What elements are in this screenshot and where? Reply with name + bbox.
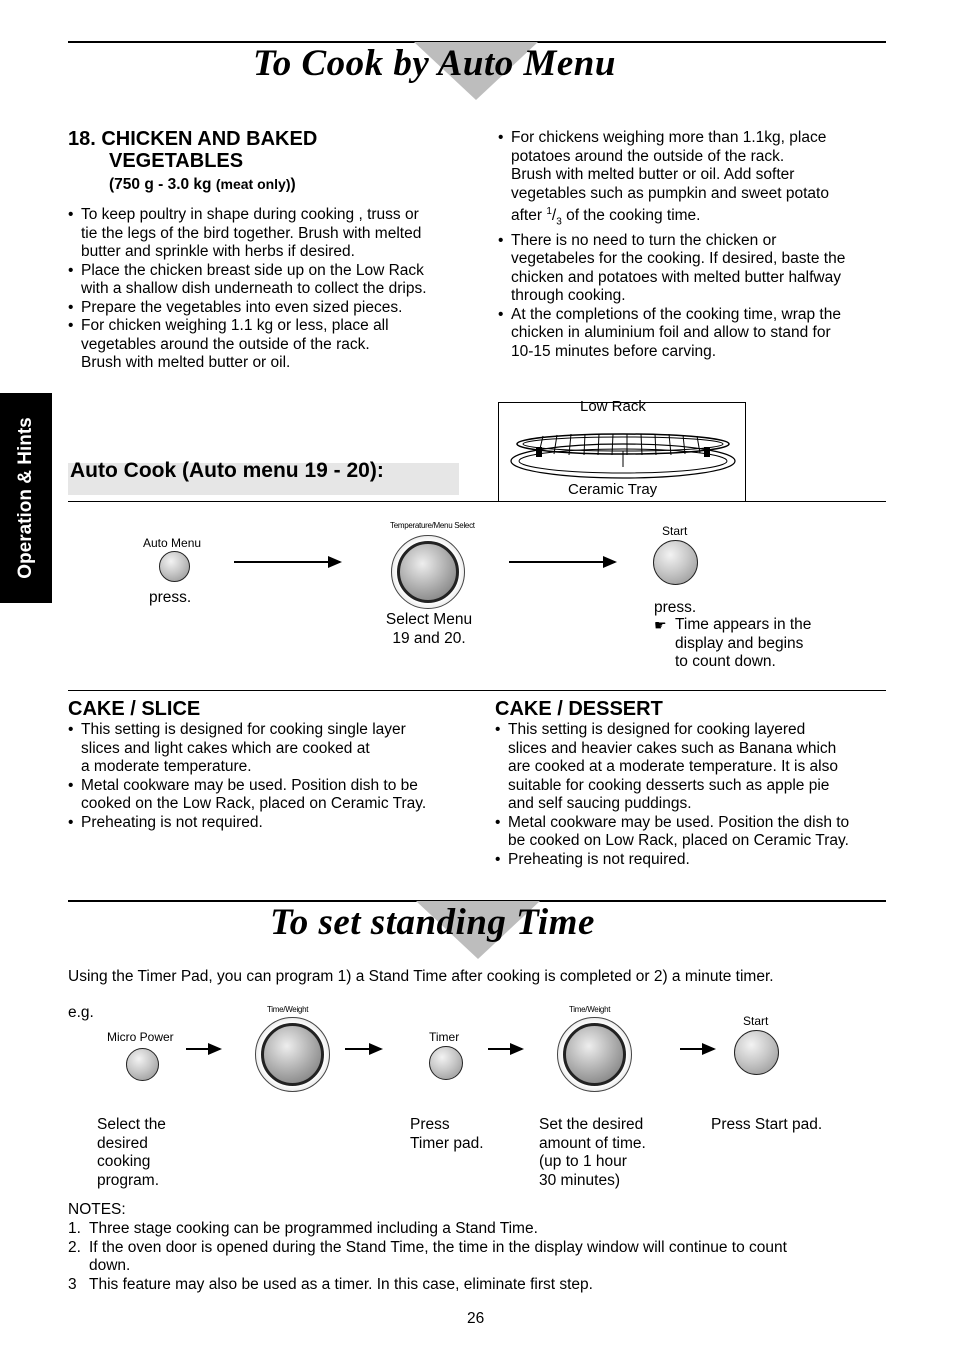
step-line: Set the desired — [539, 1116, 644, 1133]
auto-cook-title: Auto Cook (Auto menu 19 - 20): — [70, 459, 384, 482]
bullet-line: • For chicken weighing 1.1 kg or less, place all — [81, 317, 389, 334]
bullet-line: slices and light cakes which are cooked at — [81, 739, 370, 757]
note-number: 3 — [68, 1275, 77, 1293]
note-line: If the oven door is opened during the Stand Time, the time in the display window will continue to count — [89, 1238, 787, 1256]
bullet-line: Brush with melted butter or oil. Add softer — [511, 166, 795, 183]
chicken-heading-line1: 18. CHICKEN AND BAKED — [68, 128, 318, 150]
step-line: 30 minutes) — [539, 1171, 620, 1189]
step1-text — [97, 1116, 166, 1190]
bullet-line: with a shallow dish underneath to collect the drips. — [81, 280, 427, 297]
chicken-left-bullet — [68, 262, 468, 299]
chicken-left-bullet — [68, 206, 468, 262]
bullet-line: • This setting is designed for cooking layered — [508, 721, 806, 738]
ceramic-tray-label: Ceramic Tray — [568, 481, 658, 498]
eg-label: e.g. — [68, 1004, 94, 1021]
hand-pointer-icon: ☛ — [654, 617, 667, 633]
rack-diagram — [498, 398, 746, 502]
note-number: 1. — [68, 1220, 81, 1237]
step-line: Select the — [97, 1116, 166, 1133]
timer-label: Timer — [429, 1030, 460, 1044]
step-line: desired — [97, 1134, 148, 1152]
right-b1-fraction-line: after $^1/_3$ of the cooking time. — [511, 206, 701, 228]
chicken-left-bullet — [68, 317, 468, 373]
start-button-2[interactable] — [734, 1030, 779, 1075]
standing-title: To set standing Time — [270, 902, 595, 943]
press-text-2: press. — [654, 599, 697, 616]
dial-label: Temperature/Menu Select — [390, 521, 475, 530]
arrow-2 — [509, 561, 615, 563]
step3-text — [539, 1116, 646, 1190]
cake-slice-heading: CAKE / SLICE — [68, 698, 201, 720]
cake-dessert-list — [495, 721, 890, 869]
bullet-line: • Preheating is not required. — [81, 813, 263, 831]
bullet-line: • For chickens weighing more than 1.1kg, place — [511, 129, 827, 146]
bullet-line: and self saucing puddings. — [508, 795, 692, 812]
chicken-right-list — [498, 129, 888, 361]
bullet-line: be cooked on Low Rack, placed on Ceramic Tray. — [508, 832, 849, 849]
page-number: 26 — [467, 1310, 485, 1327]
chicken-left-list — [68, 206, 468, 373]
bullet-line: • At the completions of the cooking time, wrap the — [511, 305, 841, 323]
bullet-line: chicken and potatoes with melted butter halfway — [511, 268, 841, 286]
time-note-line: to count down. — [675, 653, 776, 670]
bullet-line: • Preheating is not required. — [508, 850, 690, 868]
note-number: 2. — [68, 1238, 81, 1256]
cake-dessert-heading: CAKE / DESSERT — [495, 698, 663, 720]
select-menu-text: Select Menu 19 and 20. — [385, 611, 473, 647]
start-label-2: Start — [743, 1014, 769, 1028]
bullet-line: through cooking. — [511, 287, 626, 305]
step-line: Press Start pad. — [711, 1116, 823, 1133]
cake-dessert-bullet — [495, 814, 890, 851]
time-weight-dial-1[interactable] — [255, 1017, 330, 1092]
cake-dessert-bullet — [495, 851, 890, 870]
step-line: program. — [97, 1171, 160, 1189]
bullet-line: • There is no need to turn the chicken or — [511, 231, 777, 249]
dial-knob[interactable] — [563, 1023, 626, 1086]
bullet-line: vegetabeles for the cooking. If desired, baste the — [511, 250, 846, 268]
weight-small: (meat only) — [215, 176, 291, 192]
notes-heading: NOTES: — [68, 1201, 126, 1218]
weight-main: (750 g - 3.0 kg — [109, 176, 216, 193]
bullet-line: Brush with melted butter or oil. — [81, 354, 291, 371]
chicken-right-bullet — [498, 306, 888, 362]
time-weight-label-2: Time/Weight — [569, 1005, 611, 1014]
bullet-line: a moderate temperature. — [81, 758, 252, 775]
step-line: Press — [410, 1116, 450, 1133]
chicken-weight — [109, 176, 296, 194]
step-line: (up to 1 hour — [539, 1153, 627, 1170]
bullet-line: suitable for cooking desserts such as apple pie — [508, 776, 830, 794]
arrow-4 — [345, 1048, 381, 1050]
side-tab — [0, 393, 52, 603]
time-appears-note — [654, 616, 854, 672]
bullet-line: butter and sprinkle with herbs if desired. — [81, 243, 355, 260]
start-button-1[interactable] — [653, 540, 698, 585]
timer-button[interactable] — [429, 1046, 463, 1080]
time-weight-dial-2[interactable] — [557, 1017, 632, 1092]
cake-slice-bullet — [68, 777, 478, 814]
bullet-line: chicken in aluminium foil and allow to stand for — [511, 324, 831, 342]
cake-rule — [68, 690, 886, 691]
cake-slice-bullet — [68, 814, 478, 833]
fraction-denominator: 3 — [556, 216, 562, 228]
micro-power-button[interactable] — [126, 1048, 159, 1081]
time-weight-label-1: Time/Weight — [267, 1005, 309, 1014]
start-label-1: Start — [662, 524, 688, 538]
bullet-line: • To keep poultry in shape during cooking , truss or — [81, 206, 419, 223]
note-item — [68, 1239, 868, 1276]
bullet-line: cooked on the Low Rack, placed on Ceramic Tray. — [81, 795, 427, 812]
bullet-line: • Prepare the vegetables into even sized pieces. — [81, 298, 403, 316]
chicken-right-bullet — [498, 129, 888, 232]
step2-text — [410, 1116, 484, 1153]
cake-dessert-bullet — [495, 721, 890, 814]
bullet-line: • This setting is designed for cooking single layer — [81, 721, 406, 738]
side-tab-label: Operation & Hints — [15, 417, 36, 579]
low-rack-label: Low Rack — [580, 398, 646, 415]
bullet-line: • Metal cookware may be used. Position dish to be — [81, 776, 418, 794]
chicken-left-bullet — [68, 299, 468, 318]
step-line: amount of time. — [539, 1134, 646, 1152]
note-line: down. — [89, 1257, 131, 1274]
time-note-line: display and begins — [675, 634, 804, 652]
weight-end: ) — [290, 176, 296, 193]
dial-knob[interactable] — [397, 541, 459, 603]
standing-intro: Using the Timer Pad, you can program 1) a Stand Time after cooking is completed or 2) a minute timer. — [68, 968, 774, 985]
arrow-1 — [234, 561, 340, 563]
bullet-line: potatoes around the outside of the rack. — [511, 147, 785, 165]
page-title: To Cook by Auto Menu — [253, 43, 616, 84]
chicken-right-bullet — [498, 232, 888, 306]
fraction-numerator: 1 — [546, 206, 552, 217]
temperature-menu-dial[interactable] — [391, 535, 465, 609]
auto-menu-label: Auto Menu — [143, 536, 202, 550]
cake-slice-list — [68, 721, 478, 832]
arrow-5 — [488, 1048, 522, 1050]
note-line: This feature may also be used as a timer. In this case, eliminate first step. — [89, 1275, 593, 1293]
bullet-line: vegetables around the outside of the rack. — [81, 335, 370, 353]
auto-cook-rule — [68, 501, 886, 502]
dial-knob[interactable] — [261, 1023, 324, 1086]
notes-list — [68, 1220, 868, 1294]
arrow-3 — [186, 1048, 220, 1050]
bullet-line: vegetables such as pumpkin and sweet potato — [511, 184, 829, 202]
bullet-line: • Place the chicken breast side up on the Low Rack — [81, 261, 424, 279]
note-item — [68, 1276, 868, 1295]
arrow-6 — [680, 1048, 714, 1050]
bullet-line: • Metal cookware may be used. Position the dish to — [508, 813, 850, 831]
chicken-heading — [68, 128, 317, 172]
step-line: Timer pad. — [410, 1134, 484, 1152]
step-line: cooking — [97, 1153, 151, 1170]
step4-text — [711, 1116, 822, 1135]
bullet-line: slices and heavier cakes such as Banana which — [508, 739, 837, 757]
note-item — [68, 1220, 868, 1239]
micro-power-label: Micro Power — [107, 1030, 174, 1044]
auto-menu-button[interactable] — [159, 551, 190, 582]
bullet-line: 10-15 minutes before carving. — [511, 342, 717, 360]
note-line: Three stage cooking can be programmed including a Stand Time. — [89, 1220, 538, 1237]
cake-slice-bullet — [68, 721, 478, 777]
time-note-line: Time appears in the — [675, 616, 812, 633]
bullet-line: tie the legs of the bird together. Brush with melted — [81, 224, 422, 242]
press-text-1: press. — [149, 589, 192, 606]
chicken-heading-line2: VEGETABLES — [109, 150, 244, 172]
bullet-line: are cooked at a moderate temperature. It is also — [508, 758, 838, 775]
